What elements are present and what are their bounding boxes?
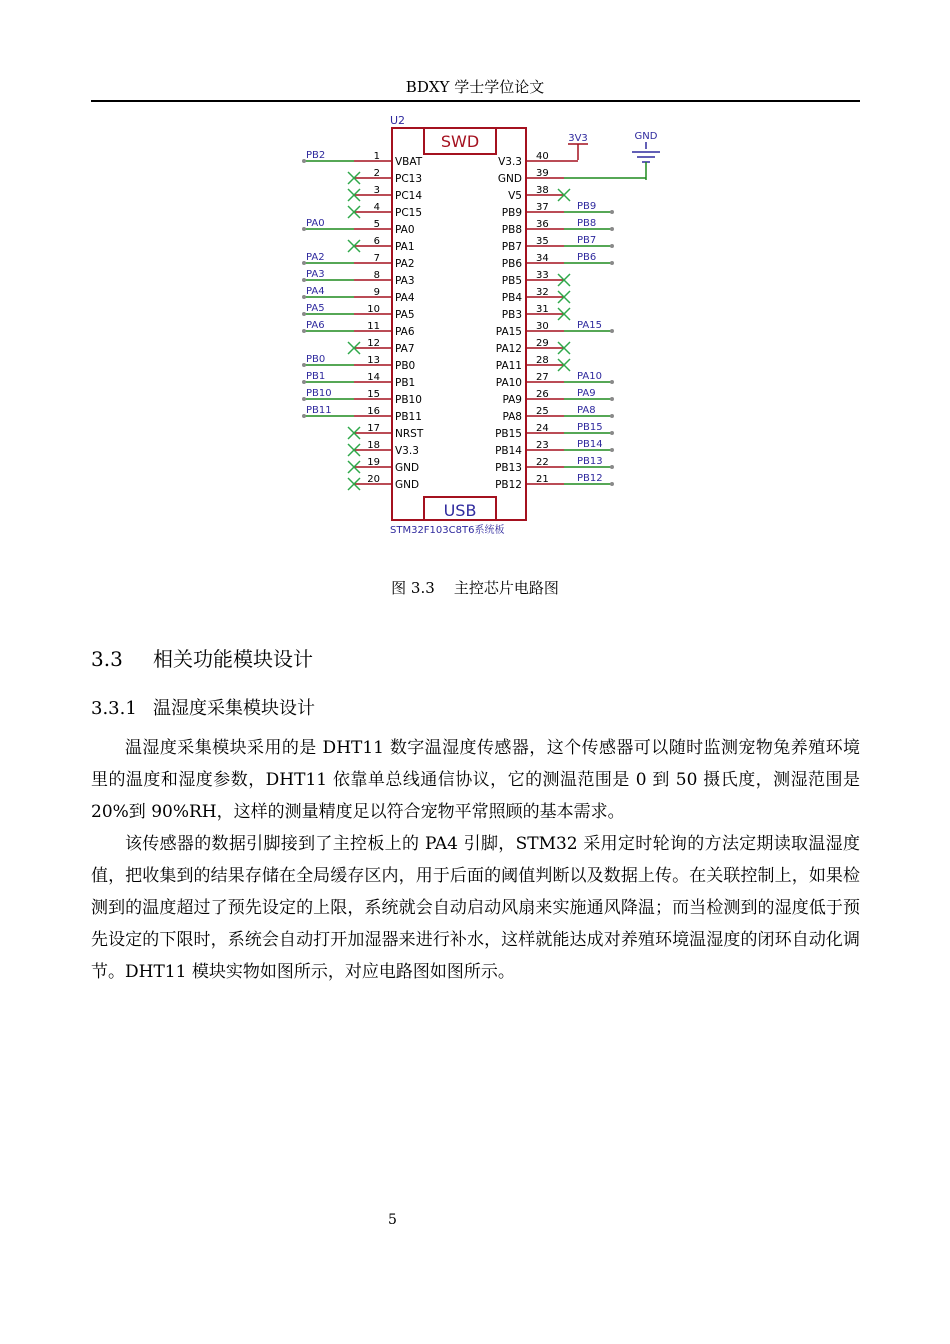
pin-number: 23 bbox=[536, 440, 549, 451]
body-paragraph-1: 温湿度采集模块采用的是 DHT11 数字温湿度传感器，这个传感器可以随时监测宠物兔养殖环境里的温度和湿度参数，DHT11 依靠单总线通信协议，它的测温范围是 0 到 50 摄氏度，测湿范围是 20%到 90%RH，这样的测量精度足以符合宠物平常照顾的基本需求。 bbox=[91, 738, 860, 822]
board-label: STM32F103C8T6系统板 bbox=[390, 525, 505, 536]
pin-name: PA10 bbox=[495, 377, 522, 389]
net-label: PB6 bbox=[577, 252, 597, 263]
section-title: 相关功能模块设计 bbox=[153, 647, 313, 671]
pin-name: PA2 bbox=[395, 258, 415, 270]
subsection-number: 3.3.1 bbox=[91, 698, 137, 719]
pin-name: PA5 bbox=[395, 309, 415, 321]
net-end bbox=[610, 397, 614, 401]
net-label: PA4 bbox=[306, 286, 325, 297]
net-label: PB12 bbox=[577, 473, 603, 484]
pin-name: PB15 bbox=[495, 428, 522, 440]
pin-number: 19 bbox=[367, 457, 380, 468]
pin-name: PB13 bbox=[495, 462, 522, 474]
pin-name: PA1 bbox=[395, 241, 415, 253]
pin-number: 9 bbox=[373, 287, 380, 298]
net-label: PA15 bbox=[577, 320, 602, 331]
pin-number: 35 bbox=[536, 236, 549, 247]
net-label: PB7 bbox=[577, 235, 597, 246]
pin-number: 12 bbox=[367, 338, 380, 349]
pin-name: PB10 bbox=[395, 394, 422, 406]
pin-name: PB0 bbox=[395, 360, 416, 372]
pin-name: PB12 bbox=[495, 479, 522, 491]
pin-name: GND bbox=[497, 173, 522, 185]
pin-name: PC15 bbox=[395, 207, 423, 219]
pin-name: PA11 bbox=[495, 360, 522, 372]
pin-name: PA0 bbox=[395, 224, 415, 236]
pin-name: PB4 bbox=[501, 292, 522, 304]
pin-number: 22 bbox=[536, 457, 549, 468]
pin-name: PA6 bbox=[395, 326, 415, 338]
subsection-title: 温湿度采集模块设计 bbox=[153, 698, 315, 719]
net-label: PB13 bbox=[577, 456, 603, 467]
pin-number: 4 bbox=[373, 202, 380, 213]
net-label: PA5 bbox=[306, 303, 325, 314]
net-label: PA9 bbox=[577, 388, 596, 399]
pin-name: PB7 bbox=[501, 241, 522, 253]
ground-label: GND bbox=[634, 131, 658, 142]
pin-number: 39 bbox=[536, 168, 549, 179]
net-end bbox=[610, 227, 614, 231]
pin-number: 34 bbox=[536, 253, 549, 264]
pin-number: 7 bbox=[373, 253, 380, 264]
pin-name: PB6 bbox=[501, 258, 522, 270]
pin-number: 40 bbox=[536, 151, 549, 162]
pin-number: 11 bbox=[367, 321, 380, 332]
usb-label: USB bbox=[443, 501, 477, 520]
pin-name: PA3 bbox=[395, 275, 415, 287]
pin-name: PB3 bbox=[501, 309, 522, 321]
pin-name: PC14 bbox=[395, 190, 423, 202]
pin-name: PA7 bbox=[395, 343, 415, 355]
net-end bbox=[610, 210, 614, 214]
net-end bbox=[610, 414, 614, 418]
section-number: 3.3 bbox=[91, 647, 123, 671]
pin-name: PB1 bbox=[395, 377, 416, 389]
pin-number: 31 bbox=[536, 304, 549, 315]
pin-number: 28 bbox=[536, 355, 549, 366]
pin-name: PA15 bbox=[495, 326, 522, 338]
pin-number: 29 bbox=[536, 338, 549, 349]
stm32-schematic bbox=[296, 112, 676, 542]
pin-name: PB8 bbox=[501, 224, 522, 236]
pin-number: 38 bbox=[536, 185, 549, 196]
pin-number: 5 bbox=[373, 219, 380, 230]
net-label: PA8 bbox=[577, 405, 596, 416]
pin-name: VBAT bbox=[395, 156, 423, 168]
subsection-heading bbox=[91, 694, 315, 720]
figure-caption bbox=[0, 577, 950, 598]
net-label: PB9 bbox=[577, 201, 597, 212]
net-end bbox=[610, 465, 614, 469]
pin-number: 26 bbox=[536, 389, 549, 400]
pin-name: GND bbox=[395, 479, 420, 491]
page-number: 5 bbox=[388, 1212, 397, 1228]
running-header: BDXY 学士学位论文 bbox=[405, 78, 545, 96]
net-label: PB14 bbox=[577, 439, 603, 450]
pin-name: V5 bbox=[508, 190, 522, 202]
pin-number: 8 bbox=[373, 270, 380, 281]
pin-name: PB9 bbox=[501, 207, 522, 219]
pin-number: 33 bbox=[536, 270, 549, 281]
pin-number: 27 bbox=[536, 372, 549, 383]
pin-number: 14 bbox=[367, 372, 380, 383]
net-label: PA3 bbox=[306, 269, 325, 280]
pin-name: PB11 bbox=[395, 411, 422, 423]
pin-number: 24 bbox=[536, 423, 549, 434]
pin-name: PA9 bbox=[502, 394, 522, 406]
net-label: PA10 bbox=[577, 371, 602, 382]
pin-name: PB14 bbox=[495, 445, 522, 457]
net-end bbox=[610, 380, 614, 384]
pin-name: PA8 bbox=[502, 411, 522, 423]
pin-number: 32 bbox=[536, 287, 549, 298]
power-label: 3V3 bbox=[568, 133, 588, 144]
schematic-figure bbox=[296, 112, 676, 546]
net-label: PB2 bbox=[306, 150, 326, 161]
body-paragraph-2: 该传感器的数据引脚接到了主控板上的 PA4 引脚，STM32 采用定时轮询的方法定期读取温湿度值，把收集到的结果存储在全局缓存区内，用于后面的阈值判断以及数据上传。在关联控制上，如果检测到的温度超过了预先设定的上限，系统就会自动启动风扇来实施通风降温；而当检测到的湿度低于预先设定的下限时，系统会自动打开加湿器来进行补水，这样就能达成对养殖环境温湿度的闭环自动化调节。DHT11 模块实物如图所示，对应电路图如图所示。 bbox=[91, 834, 860, 982]
pin-number: 1 bbox=[373, 151, 380, 162]
pin-number: 15 bbox=[367, 389, 380, 400]
pin-number: 30 bbox=[536, 321, 549, 332]
net-end bbox=[610, 261, 614, 265]
pin-group bbox=[302, 150, 646, 491]
pin-number: 10 bbox=[367, 304, 380, 315]
net-label: PA6 bbox=[306, 320, 325, 331]
pin-number: 2 bbox=[373, 168, 380, 179]
pin-number: 6 bbox=[373, 236, 380, 247]
section-heading bbox=[91, 643, 313, 672]
pin-number: 17 bbox=[367, 423, 380, 434]
caption-title: 主控芯片电路图 bbox=[453, 579, 559, 597]
net-label: PB8 bbox=[577, 218, 597, 229]
net-label: PB11 bbox=[306, 405, 332, 416]
net-label: PB1 bbox=[306, 371, 326, 382]
net-label: PB15 bbox=[577, 422, 603, 433]
pin-number: 3 bbox=[373, 185, 380, 196]
pin-name: PA4 bbox=[395, 292, 415, 304]
pin-name: PC13 bbox=[395, 173, 423, 185]
net-end bbox=[610, 431, 614, 435]
pin-number: 36 bbox=[536, 219, 549, 230]
net-label: PB0 bbox=[306, 354, 326, 365]
net-label: PA0 bbox=[306, 218, 325, 229]
net-end bbox=[610, 448, 614, 452]
pin-name: V3.3 bbox=[498, 156, 522, 168]
pin-number: 18 bbox=[367, 440, 380, 451]
net-label: PA2 bbox=[306, 252, 325, 263]
pin-number: 25 bbox=[536, 406, 549, 417]
pin-number: 21 bbox=[536, 474, 549, 485]
pin-number: 37 bbox=[536, 202, 549, 213]
caption-number: 图 3.3 bbox=[391, 579, 435, 597]
pin-name: PB5 bbox=[501, 275, 522, 287]
header-rule bbox=[91, 100, 860, 102]
pin-number: 16 bbox=[367, 406, 380, 417]
net-end bbox=[610, 329, 614, 333]
module-ref: U2 bbox=[390, 114, 406, 127]
net-label: PB10 bbox=[306, 388, 332, 399]
pin-name: GND bbox=[395, 462, 420, 474]
pin-number: 20 bbox=[367, 474, 380, 485]
net-end bbox=[610, 244, 614, 248]
pin-name: PA12 bbox=[495, 343, 522, 355]
pin-number: 13 bbox=[367, 355, 380, 366]
pin-name: V3.3 bbox=[395, 445, 419, 457]
net-end bbox=[610, 482, 614, 486]
pin-name: NRST bbox=[395, 428, 424, 440]
swd-label: SWD bbox=[440, 132, 480, 151]
